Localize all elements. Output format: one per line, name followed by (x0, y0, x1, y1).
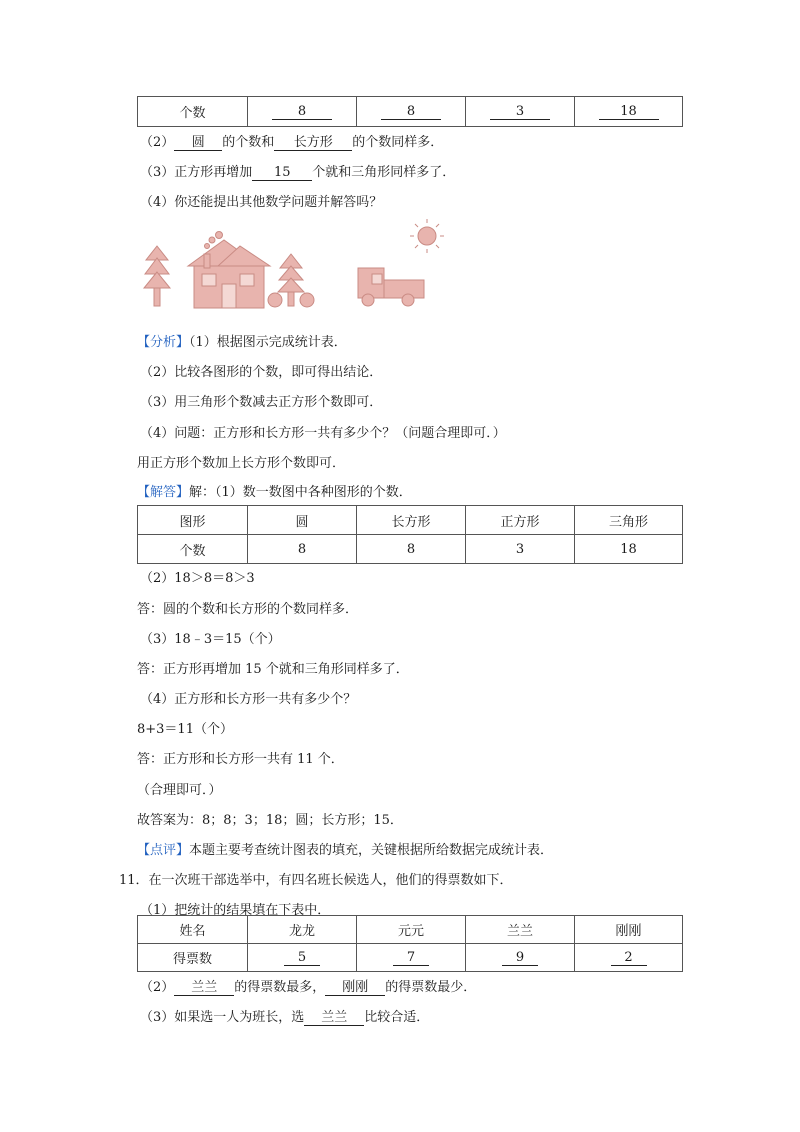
truck (358, 268, 424, 306)
table-cell: 18 (575, 535, 683, 564)
answer-value: 7 (393, 951, 429, 966)
question-4: （4）你还能提出其他数学问题并解答吗？ (140, 195, 383, 210)
analysis-tag: 【分析】 (137, 335, 190, 350)
answer-table (137, 505, 683, 564)
answer-line-3: 答：圆的个数和长方形的个数同样多． (137, 602, 359, 617)
vote-table (137, 915, 683, 972)
table-cell: 3 (466, 535, 575, 564)
question-11-part-3: （3）如果选一人为班长，选 兰兰 比较合适． (140, 1006, 429, 1026)
analysis-line-1: 【分析】（1）根据图示完成统计表． (137, 335, 347, 350)
top-count-table (137, 96, 683, 127)
analysis-line-5: 用正方形个数加上长方形个数即可． (137, 456, 346, 471)
sun (410, 219, 444, 253)
answer-line-7: 8+3＝11（个） (137, 722, 233, 737)
table-cell: 8 (357, 535, 466, 564)
answer-value: 9 (502, 951, 538, 966)
fill-blank: 兰兰 (304, 1006, 364, 1026)
answer-value: 8 (272, 105, 332, 120)
question-11-intro: 11．在一次班干部选举中，有四名班长候选人，他们的得票数如下． (119, 873, 513, 888)
fill-blank: 长方形 (274, 131, 352, 151)
table-cell: 8 (248, 535, 357, 564)
comment-line: 【点评】本题主要考查统计图表的填充，关键根据所给数据完成统计表． (137, 843, 554, 858)
table-header: 图形 (138, 506, 248, 535)
table-header: 兰兰 (466, 916, 575, 944)
analysis-line-2: （2）比较各图形的个数，即可得出结论． (140, 365, 383, 380)
answer-value: 8 (381, 105, 441, 120)
table-header: 圆 (248, 506, 357, 535)
shapes-picture (140, 216, 450, 314)
answer-line-10: 故答案为：8；8；3；18；圆；长方形；15． (137, 813, 403, 828)
question-11-part-2: （2） 兰兰 的得票数最多， 刚刚 的得票数最少． (140, 976, 476, 996)
answer-value: 3 (490, 105, 550, 120)
table-header: 姓名 (138, 916, 248, 944)
table-header: 龙龙 (248, 916, 357, 944)
answer-value: 2 (611, 951, 647, 966)
fill-blank: 刚刚 (325, 976, 385, 996)
answer-line-4: （3）18﹣3＝15（个） (140, 632, 281, 647)
table-header: 长方形 (357, 506, 466, 535)
row-label: 得票数 (138, 944, 248, 972)
comment-tag: 【点评】 (137, 843, 190, 858)
analysis-line-3: （3）用三角形个数减去正方形个数即可． (140, 395, 383, 410)
question-11-part-1: （1）把统计的结果填在下表中． (140, 903, 331, 918)
answer-value: 18 (599, 105, 659, 120)
table-header: 元元 (357, 916, 466, 944)
tree-left (144, 246, 170, 306)
answer-line-8: 答：正方形和长方形一共有 11 个． (137, 752, 344, 767)
answer-line-6: （4）正方形和长方形一共有多少个？ (140, 692, 357, 707)
answer-value: 5 (284, 951, 320, 966)
fill-blank: 15 (252, 165, 312, 181)
answer-line-5: 答：正方形再增加 15 个就和三角形同样多了． (137, 662, 409, 677)
answer-tag: 【解答】 (137, 485, 190, 500)
table-header: 刚刚 (575, 916, 683, 944)
analysis-line-4: （4）问题：正方形和长方形一共有多少个？（问题合理即可．） (140, 426, 506, 441)
fill-blank: 圆 (174, 131, 222, 151)
answer-line-1: 【解答】解：（1）数一数图中各种图形的个数． (137, 485, 412, 500)
table-cell: 个数 (138, 535, 248, 564)
fill-blank: 兰兰 (174, 976, 234, 996)
question-2: （2） 圆 的个数和 长方形 的个数同样多． (140, 131, 443, 151)
table-header: 正方形 (466, 506, 575, 535)
answer-line-2: （2）18＞8＝8＞3 (140, 571, 255, 586)
question-3: （3）正方形再增加 15 个就和三角形同样多了． (140, 165, 456, 180)
row-label: 个数 (138, 97, 248, 127)
house (188, 232, 270, 309)
answer-line-9: （合理即可．） (137, 783, 222, 798)
table-header: 三角形 (575, 506, 683, 535)
